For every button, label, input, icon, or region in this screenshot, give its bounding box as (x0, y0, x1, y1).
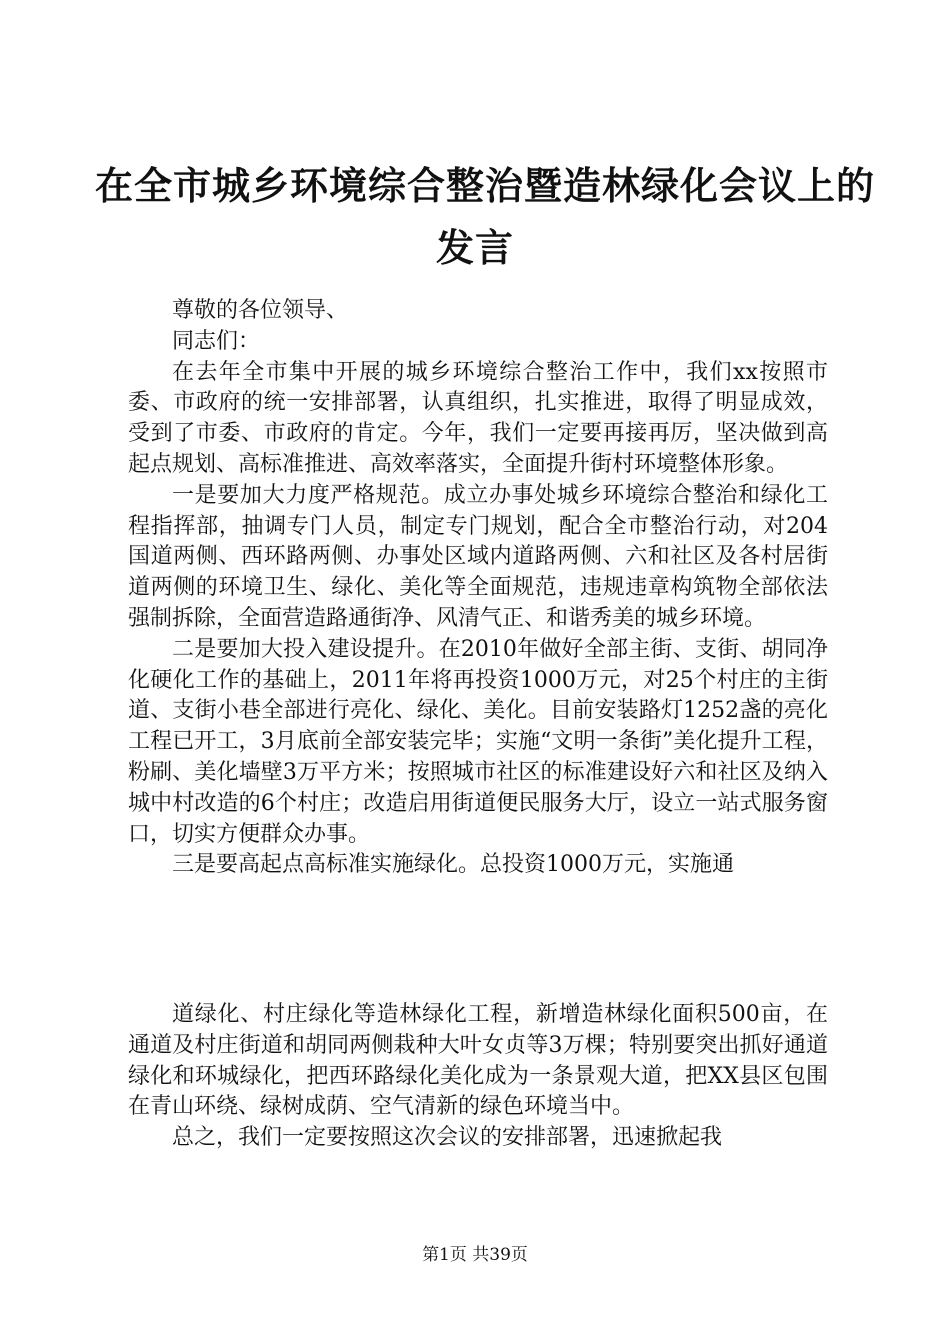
paragraph-point-one: 一是要加大力度严格规范。成立办事处城乡环境综合整治和绿化工程指挥部，抽调专门人员，制定专门规划，配合全市整治行动，对204国道两侧、西环路两侧、办事处区域内道路两侧、六和社区及各村居街道两侧的环境卫生、绿化、美化等全面规范，违规违章构筑物全部依法强制拆除，全面营造路通街净、风清气正、和谐秀美的城乡环境。 (128, 482, 828, 631)
document-body-bottom (128, 1000, 828, 1154)
paragraph-conclusion: 总之，我们一定要按照这次会议的安排部署，迅速掀起我 (172, 1125, 723, 1151)
document-title-line-2: 发言 (435, 225, 514, 270)
page-indicator: 第1页 共39页 (422, 1245, 528, 1265)
paragraph-intro: 在去年全市集中开展的城乡环境综合整治工作中，我们xx按照市委、市政府的统一安排部署，认真组织，扎实推进，取得了明显成效，受到了市委、市政府的肯定。今年，我们一定要再接再厉，坚决做到高起点规划、高标准推进、高效率落实，全面提升街村环境整体形象。 (128, 359, 828, 477)
paragraph-point-three-continued: 道绿化、村庄绿化等造林绿化工程，新增造林绿化面积500亩，在通道及村庄街道和胡同两侧栽种大叶女贞等3万棵；特别要突出抓好通道绿化和环城绿化，把西环路绿化美化成为一条景观大道，把XX县区包围在青山环绕、绿树成荫、空气清新的绿色环境当中。 (128, 1002, 828, 1120)
document-body-top (128, 296, 828, 881)
salutation-leaders: 尊敬的各位领导、 (172, 298, 349, 323)
paragraph-point-two: 二是要加大投入建设提升。在2010年做好全部主街、支街、胡同净化硬化工作的基础上，2011年将再投资1000万元，对25个村庄的主街道、支街小巷全部进行亮化、绿化、美化。目前安装路灯1252盏的亮化工程已开工，3月底前全部安装完毕；实施“文明一条街”美化提升工程，粉刷、美化墙壁3万平方米；按照城市社区的标准建设好六和社区及纳入城中村改造的6个村庄；改造启用街道便民服务大厅，设立一站式服务窗口，切实方便群众办事。 (128, 636, 828, 847)
document-title-line-1: 在全市城乡环境综合整治暨造林绿化会议上的 (95, 163, 876, 208)
paragraph-point-three-start: 三是要高起点高标准实施绿化。总投资1000万元，实施通 (172, 852, 734, 878)
salutation-comrades: 同志们： (172, 328, 261, 354)
